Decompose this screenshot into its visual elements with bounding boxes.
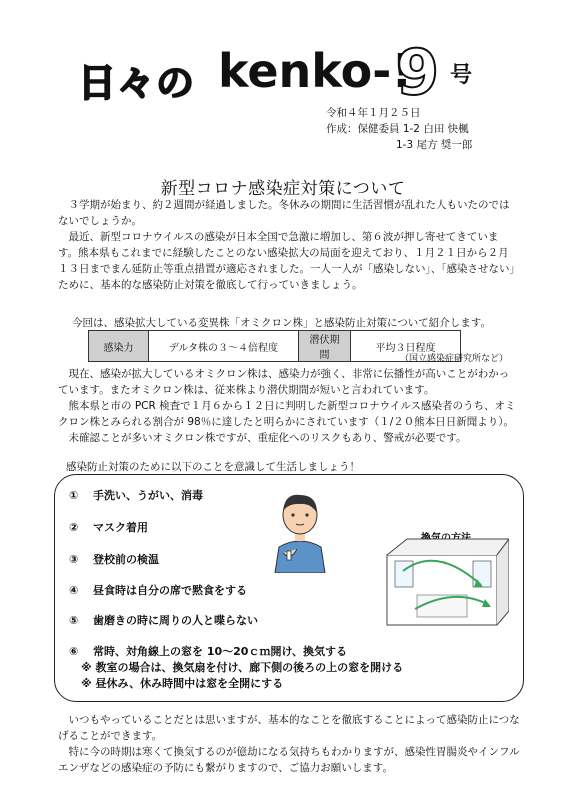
measure-note: ※ 昼休み、休み時間中は窓を全開にする [81, 677, 284, 690]
person-taking-temperature-illustration [267, 491, 333, 573]
measure-number: ④ [69, 584, 79, 597]
table-header-infectivity: 感染力 [89, 331, 149, 362]
table-cell-infectivity: デルタ株の３～４倍程度 [149, 331, 299, 362]
issue-number: 9 [396, 36, 441, 109]
measure-text: 常時、対角線上の窓を 10～20ｃｍ開け、換気する [93, 645, 348, 658]
closing-paragraph: いつもやっていることだとは思いますが、基本的なことを徹底することによって感染防止につなげることができます。 [58, 714, 520, 742]
measures-box [54, 474, 524, 702]
measure-text: 登校前の検温 [93, 553, 159, 566]
measure-note: ※ 教室の場合は、換気扇を付け、廊下側の後ろの上の窓を開ける [81, 661, 404, 674]
ventilation-diagram-illustration [377, 525, 509, 635]
table-header-incubation: 潜伏期間 [299, 331, 351, 362]
omicron-section [58, 366, 518, 446]
closing-section [58, 712, 520, 776]
author-line-1: 作成：保健委員 1-2 白田 快楓 [326, 123, 469, 135]
omicron-paragraph: 現在、感染が拡大しているオミクロン株は、感染力が強く、非常に伝播性が高いことがわかっています。またオミクロン株は、従来株より潜伏期間が短いと言われています。 [58, 368, 510, 396]
author-line-2: 1-3 尾方 奨一郎 [396, 139, 473, 151]
variant-intro: 今回は、感染拡大している変異株「オミクロン株」と感染防止対策について紹介します。 [72, 317, 491, 329]
measures-lead: 感染防止対策のために以下のことを意識して生活しましょう！ [66, 461, 360, 473]
measure-text: マスク着用 [93, 521, 148, 534]
measure-item [69, 487, 203, 503]
measure-item [69, 612, 258, 628]
newsletter-title [58, 36, 518, 109]
source-note: （国立感染症研究所など） [400, 354, 509, 364]
intro-paragraph: ３学期が始まり、約２週間が経過しました。冬休みの期間に生活習慣が乱れた人もいたのではないでしょうか。 [58, 199, 510, 227]
article-headline: 新型コロナ感染症対策について [160, 179, 406, 199]
measure-text: 昼食時は自分の席で黙食をする [93, 584, 247, 597]
measure-item [69, 582, 247, 598]
measure-item [69, 551, 159, 567]
measure-number: ② [69, 521, 79, 534]
issue-meta [326, 105, 472, 153]
intro-paragraph: 最近、新型コロナウイルスの感染が日本全国で急激に増加し、第６波が押し寄せてきています。熊本県もこれまでに経験したことのない感染拡大の局面を迎えており、１月２１日から２月１３日までまん延防止等重点措置が適応されました。一人一人が「感染しない」、「感染させない」ために、基本的な感染防止対策を徹底して行っていきましょう。 [58, 231, 515, 291]
measure-item [69, 643, 347, 659]
measure-number: ③ [69, 553, 79, 566]
title-part-kenko: kenko-! [218, 44, 413, 98]
measure-text: 歯磨きの時に周りの人と喋らない [93, 614, 258, 627]
measure-item [69, 519, 148, 535]
title-part-hibi: 日々の [78, 61, 196, 105]
closing-paragraph: 特に今の時期は寒くて換気するのが億劫になる気持ちもわかりますが、感染性胃腸炎やインフルエンザなどの感染症の予防にも繋がりますので、ご協力お願いします。 [58, 746, 520, 774]
table-cell-incubation: 平均３日程度 [351, 331, 461, 362]
omicron-paragraph: 未確認ことが多いオミクロン株ですが、重症化へのリスクもあり、警戒が必要です。 [68, 432, 467, 444]
measure-number: ⑥ [69, 645, 79, 658]
omicron-paragraph: 熊本県と市の PCR 検査で１月６から１２日に判明した新型コロナウイルス感染者のうち、オミクロン株とみられる割合が 98％に達したと明らかにされています（１/２０熊本日日新聞より）。 [58, 400, 516, 428]
measure-number: ⑤ [69, 614, 79, 627]
issue-date: 令和４年１月２５日 [326, 107, 421, 119]
measure-number: ① [69, 489, 79, 502]
intro-section [58, 197, 518, 293]
measure-text: 手洗い、うがい、消毒 [93, 489, 203, 502]
issue-suffix: 号 [450, 63, 474, 88]
